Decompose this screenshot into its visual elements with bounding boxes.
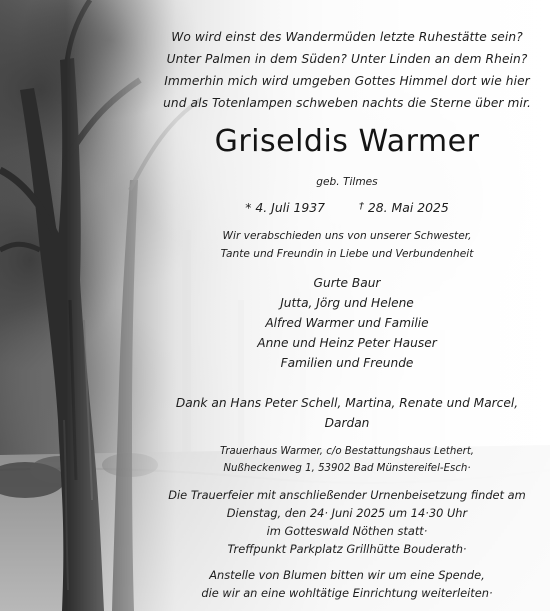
birth-symbol: * bbox=[245, 200, 252, 215]
poem-line: und als Totenlampen schweben nachts die Sterne über mir. bbox=[163, 96, 531, 110]
mourner-line: Jutta, Jörg und Helene bbox=[280, 296, 414, 310]
deceased-name: Griseldis Warmer bbox=[214, 124, 480, 159]
service-line: Treffpunkt Parkplatz Grillhütte Bouderath· bbox=[227, 542, 467, 556]
obituary-text-panel bbox=[152, 0, 542, 611]
poem-line: Unter Palmen in dem Süden? Unter Linden an dem Rhein? bbox=[166, 52, 528, 66]
donation-line: Anstelle von Blumen bitten wir um eine Spende, bbox=[209, 568, 485, 582]
poem-line: Immerhin mich wird umgeben Gottes Himmel dort wie hier bbox=[164, 74, 530, 88]
mourner-line: Anne und Heinz Peter Hauser bbox=[257, 336, 437, 350]
death-date: 28. Mai 2025 bbox=[367, 200, 449, 215]
donation-line: die wir an eine wohltätige Einrichtung weiterleiten· bbox=[201, 586, 493, 600]
poem-line: Wo wird einst des Wandermüden letzte Ruhestätte sein? bbox=[171, 30, 523, 44]
farewell-line: Wir verabschieden uns von unserer Schwester, bbox=[222, 230, 472, 242]
thanks-line: Dank an Hans Peter Schell, Martina, Renate und Marcel, bbox=[175, 396, 519, 410]
mourner-line: Familien und Freunde bbox=[280, 356, 414, 370]
maiden-name: geb. Tilmes bbox=[316, 176, 378, 188]
service-line: Dienstag, den 24· Juni 2025 um 14·30 Uhr bbox=[226, 506, 468, 520]
life-dates bbox=[152, 200, 542, 215]
birth-date: 4. Juli 1937 bbox=[255, 200, 326, 215]
service-line: im Gotteswald Nöthen statt· bbox=[266, 524, 428, 538]
service-line: Die Trauerfeier mit anschließender Urnenbeisetzung findet am bbox=[168, 488, 526, 502]
farewell-line: Tante und Freundin in Liebe und Verbundenheit bbox=[220, 248, 474, 260]
thanks-line: Dardan bbox=[324, 416, 370, 430]
address-line: Trauerhaus Warmer, c/o Bestattungshaus Lethert, bbox=[219, 446, 475, 457]
mourner-line: Alfred Warmer und Familie bbox=[265, 316, 429, 330]
mourner-line: Gurte Baur bbox=[313, 276, 381, 290]
death-symbol: † bbox=[358, 201, 364, 212]
address-line: Nußheckenweg 1, 53902 Bad Münstereifel-Esch· bbox=[223, 463, 471, 474]
